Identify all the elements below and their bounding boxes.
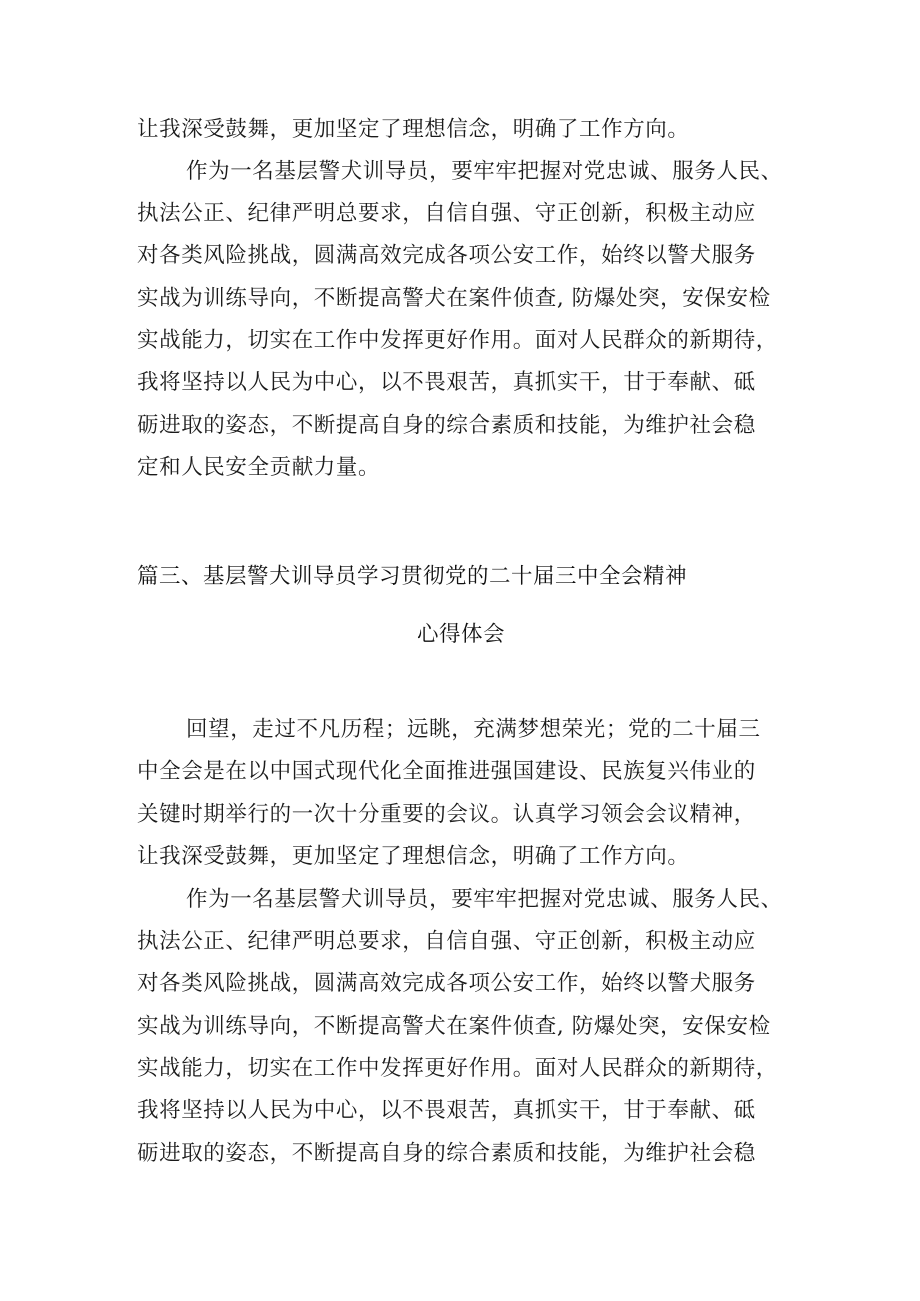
- paragraph-line: 砺进取的姿态，不断提高自身的综合素质和技能，为维护社会稳: [137, 413, 756, 438]
- paragraph-line: 作为一名基层警犬训导员，要牢牢把握对党忠诚、服务人民、: [186, 159, 783, 184]
- paragraph-line: 实战为训练导向，不断提高警犬在案件侦查, 防爆处突，安保安检: [137, 1014, 771, 1039]
- paragraph-line: 我将坚持以人民为中心，以不畏艰苦，真抓实干，甘于奉献、砥: [137, 1098, 756, 1123]
- paragraph-line: 执法公正、纪律严明总要求，自信自强、守正创新，积极主动应: [137, 201, 756, 226]
- paragraph-line: 执法公正、纪律严明总要求，自信自强、守正创新，积极主动应: [137, 929, 756, 954]
- paragraph-line: 实战为训练导向，不断提高警犬在案件侦查, 防爆处突，安保安检: [137, 286, 771, 311]
- paragraph-line: 我将坚持以人民为中心，以不畏艰苦，真抓实干，甘于奉献、砥: [137, 370, 756, 395]
- paragraph-line: 让我深受鼓舞，更加坚定了理想信念，明确了工作方向。: [137, 844, 690, 869]
- paragraph-line: 实战能力，切实在工作中发挥更好作用。面对人民群众的新期待，: [137, 1056, 778, 1081]
- paragraph-line: 对各类风险挑战，圆满高效完成各项公安工作，始终以警犬服务: [137, 243, 756, 268]
- paragraph-line: 关键时期举行的一次十分重要的会议。认真学习领会会议精神，: [137, 802, 756, 827]
- paragraph-line: 对各类风险挑战，圆满高效完成各项公安工作，始终以警犬服务: [137, 971, 756, 996]
- section-title-line-1: 篇三、基层警犬训导员学习贯彻党的二十届三中全会精神: [137, 564, 688, 589]
- paragraph-line: 砺进取的姿态，不断提高自身的综合素质和技能，为维护社会稳: [137, 1141, 756, 1166]
- section-title-line-2: 心得体会: [417, 622, 506, 647]
- paragraph-line: 让我深受鼓舞，更加坚定了理想信念，明确了工作方向。: [137, 117, 690, 142]
- paragraph-line: 定和人民安全贡献力量。: [137, 455, 381, 480]
- paragraph-line: 实战能力，切实在工作中发挥更好作用。面对人民群众的新期待，: [137, 328, 778, 353]
- paragraph-line: 回望，走过不凡历程；远眺，充满梦想荣光；党的二十届三: [186, 717, 761, 742]
- paragraph-line: 中全会是在以中国式现代化全面推进强国建设、民族复兴伟业的: [137, 759, 756, 784]
- paragraph-line: 作为一名基层警犬训导员，要牢牢把握对党忠诚、服务人民、: [186, 887, 783, 912]
